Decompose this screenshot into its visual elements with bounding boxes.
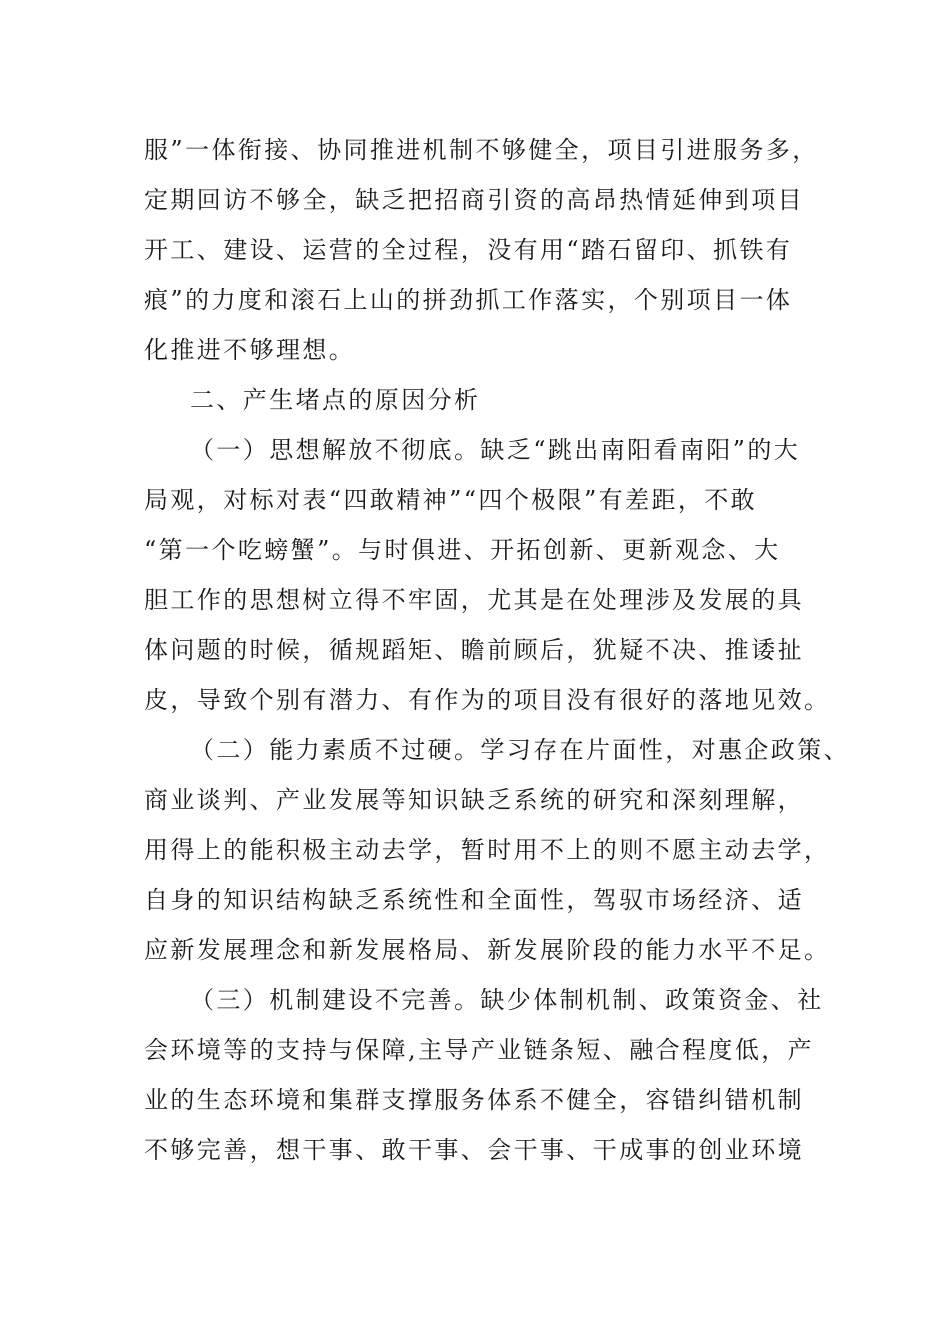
body-text-line: 痕”的力度和滚石上山的拼劲抓工作落实，个别项目一体 [144, 286, 793, 314]
body-text-line: 体问题的时候，循规蹈矩、瞻前顾后，犹疑不决、推诿扯 [144, 636, 804, 664]
body-text-line: 业的生态环境和集群支撑服务体系不健全，容错纠错机制 [144, 1086, 804, 1114]
paragraph-first-line: （二）能力素质不过硬。学习存在片面性，对惠企政策、 [190, 736, 850, 764]
body-text-line: 自身的知识结构缺乏系统性和全面性，驾驭市场经济、适 [144, 886, 804, 914]
body-text-line: 胆工作的思想树立得不牢固，尤其是在处理涉及发展的具 [144, 586, 804, 614]
body-text-line: 商业谈判、产业发展等知识缺乏系统的研究和深刻理解， [144, 786, 804, 814]
section-heading: 二、产生堵点的原因分析 [190, 386, 481, 414]
body-text-line: 开工、建设、运营的全过程，没有用“踏石留印、抓铁有 [144, 236, 793, 264]
body-text-line: 局观，对标对表“四敢精神”“四个极限”有差距，不敢 [144, 486, 758, 514]
body-text-line: 用得上的能积极主动去学，暂时用不上的则不愿主动去学， [144, 836, 831, 864]
body-text-line: 定期回访不够全，缺乏把招商引资的高昂热情延伸到项目 [144, 186, 804, 214]
body-text-line: 不够完善，想干事、敢干事、会干事、干成事的创业环境 [144, 1136, 804, 1164]
body-text-line: 应新发展理念和新发展格局、新发展阶段的能力水平不足。 [144, 936, 831, 964]
paragraph-first-line: （三）机制建设不完善。缺少体制机制、政策资金、社 [190, 986, 824, 1014]
body-text-line: 服”一体衔接、协同推进机制不够健全，项目引进服务多， [144, 136, 819, 164]
body-text-line: 化推进不够理想。 [144, 336, 356, 364]
body-text-line: “第一个吃螃蟹”。与时俱进、开拓创新、更新观念、大 [144, 536, 781, 564]
paragraph-first-line: （一）思想解放不彻底。缺乏“跳出南阳看南阳”的大 [190, 436, 801, 464]
body-text-line: 会环境等的支持与保障,主导产业链条短、融合程度低，产 [144, 1036, 815, 1064]
body-text-line: 皮，导致个别有潜力、有作为的项目没有很好的落地见效。 [144, 686, 831, 714]
